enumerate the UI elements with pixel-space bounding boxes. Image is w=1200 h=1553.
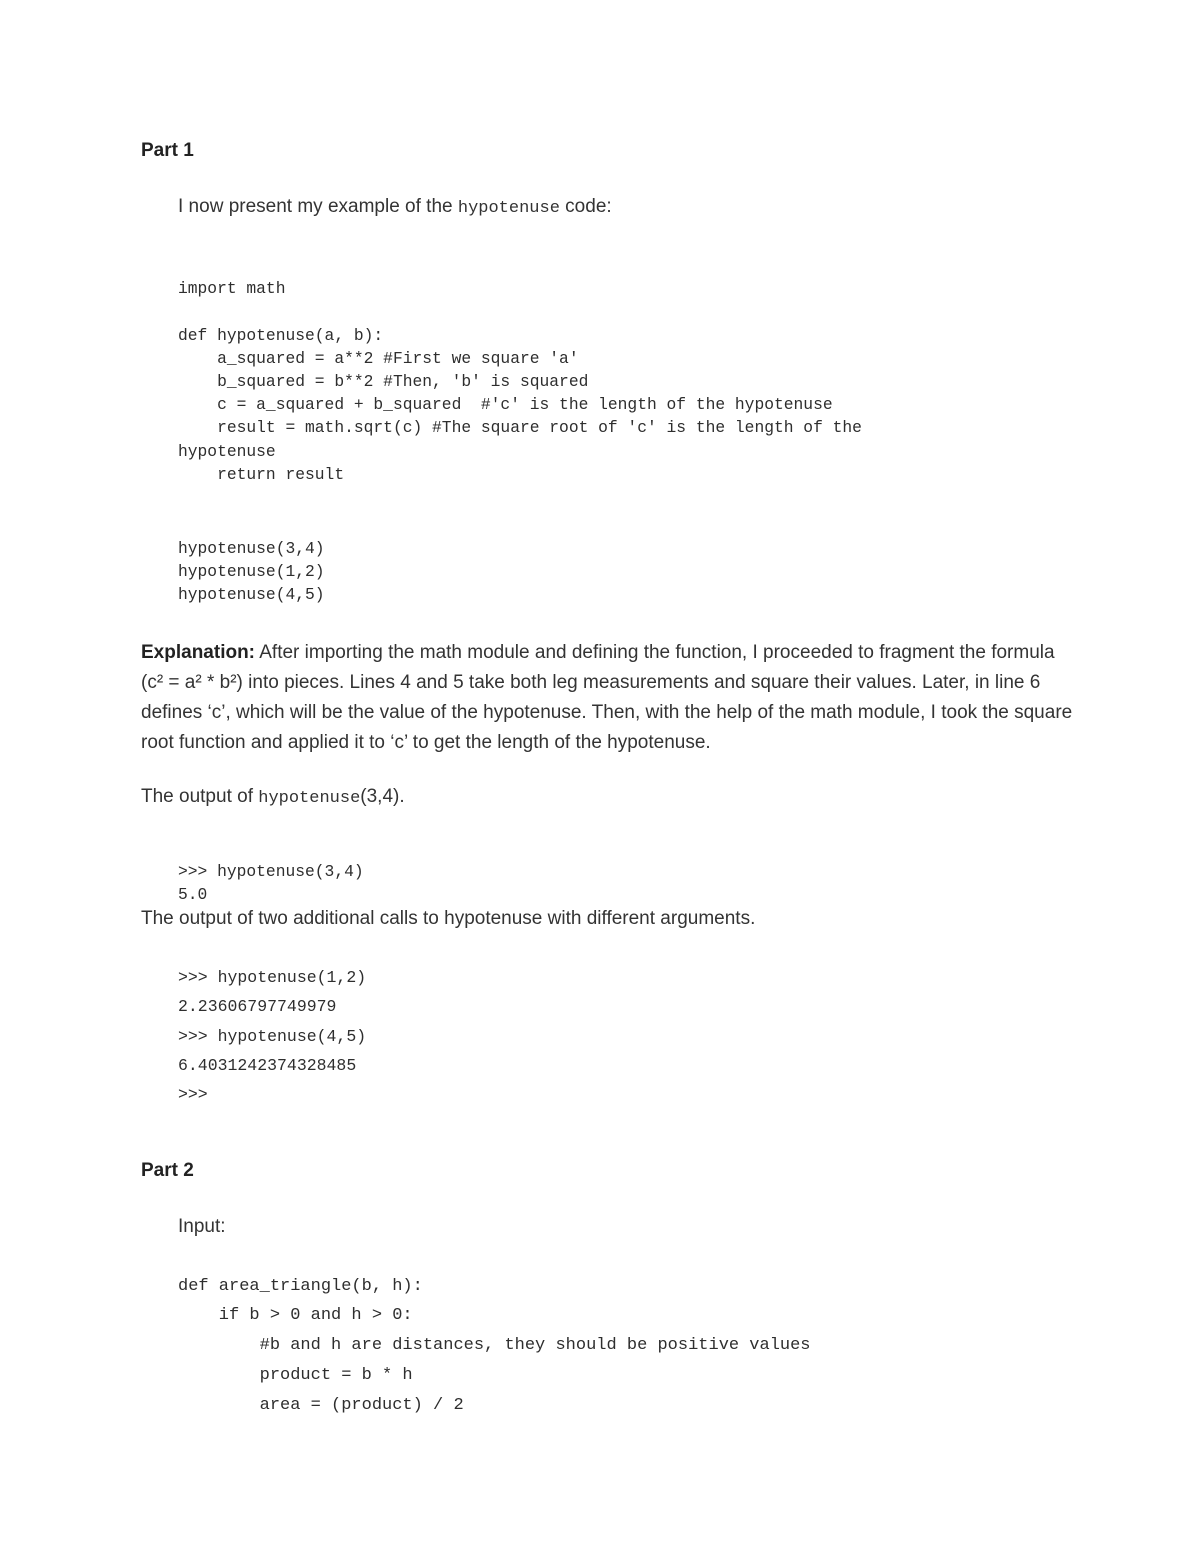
- additional-line: 6.4031242374328485: [178, 1055, 357, 1075]
- explanation-paragraph: [141, 638, 1081, 758]
- hypotenuse-code-block: [178, 254, 862, 509]
- code-line: result = math.sqrt(c) #The square root of 'c' is the length of the: [178, 418, 862, 438]
- output-code: hypotenuse: [258, 789, 361, 808]
- code-line: c = a_squared + b_squared #'c' is the length of the hypotenuse: [178, 395, 833, 415]
- call-line: hypotenuse(3,4): [178, 539, 325, 558]
- additional-calls-intro: The output of two additional calls to hypotenuse with different arguments.: [141, 908, 756, 929]
- code-line: if b > 0 and h > 0:: [178, 1306, 413, 1326]
- code-line: b_squared = b**2 #Then, 'b' is squared: [178, 372, 589, 392]
- output-line: 5.0: [178, 885, 208, 904]
- call-line: hypotenuse(1,2): [178, 562, 325, 581]
- area-triangle-code-block: [178, 1242, 811, 1450]
- part1-heading: Part 1: [141, 140, 194, 161]
- call-line: hypotenuse(4,5): [178, 585, 325, 604]
- additional-line: >>> hypotenuse(4,5): [178, 1026, 367, 1046]
- additional-line: >>> hypotenuse(1,2): [178, 968, 367, 988]
- code-line: def area_triangle(b, h):: [178, 1276, 423, 1296]
- intro-suffix: code:: [559, 196, 612, 217]
- additional-line: 2.23606797749979: [178, 997, 337, 1017]
- output-prefix: The output of: [141, 786, 259, 807]
- code-line: return result: [178, 464, 345, 484]
- explanation-label: Explanation:: [141, 642, 256, 663]
- additional-line: >>>: [178, 1085, 208, 1105]
- code-line: hypotenuse: [178, 441, 276, 461]
- code-line: a_squared = a**2 #First we square 'a': [178, 348, 579, 368]
- code-line: def hypotenuse(a, b):: [178, 325, 384, 345]
- part2-heading: Part 2: [141, 1160, 194, 1181]
- intro-code: hypotenuse: [457, 199, 560, 218]
- part1-intro: [178, 196, 612, 218]
- code-line: #b and h are distances, they should be positive values: [178, 1336, 811, 1356]
- hypotenuse-calls-block: [178, 514, 325, 629]
- code-line: product = b * h: [178, 1365, 413, 1385]
- additional-output-block: [178, 934, 366, 1138]
- input-label: Input:: [178, 1216, 226, 1237]
- output-intro: [141, 786, 405, 808]
- output-suffix: (3,4).: [360, 786, 405, 807]
- code-line: [178, 300, 862, 323]
- explanation-text: After importing the math module and defining the function, I proceeded to fragment the formula (c² = a² * b²) into pieces. Lines 4 and 5 take both leg measurements and square their values. Later, in line 6 defines ‘c’, which will be the value of the hypotenuse. Then, with the help of the math module, I took the square root function and applied it to ‘c’ to get the length of the hypotenuse.: [141, 642, 1073, 753]
- output-line: >>> hypotenuse(3,4): [178, 862, 364, 881]
- intro-prefix: I now present my example of the: [178, 196, 458, 217]
- code-line: import math: [178, 279, 286, 299]
- code-line: area = (product) / 2: [178, 1395, 464, 1415]
